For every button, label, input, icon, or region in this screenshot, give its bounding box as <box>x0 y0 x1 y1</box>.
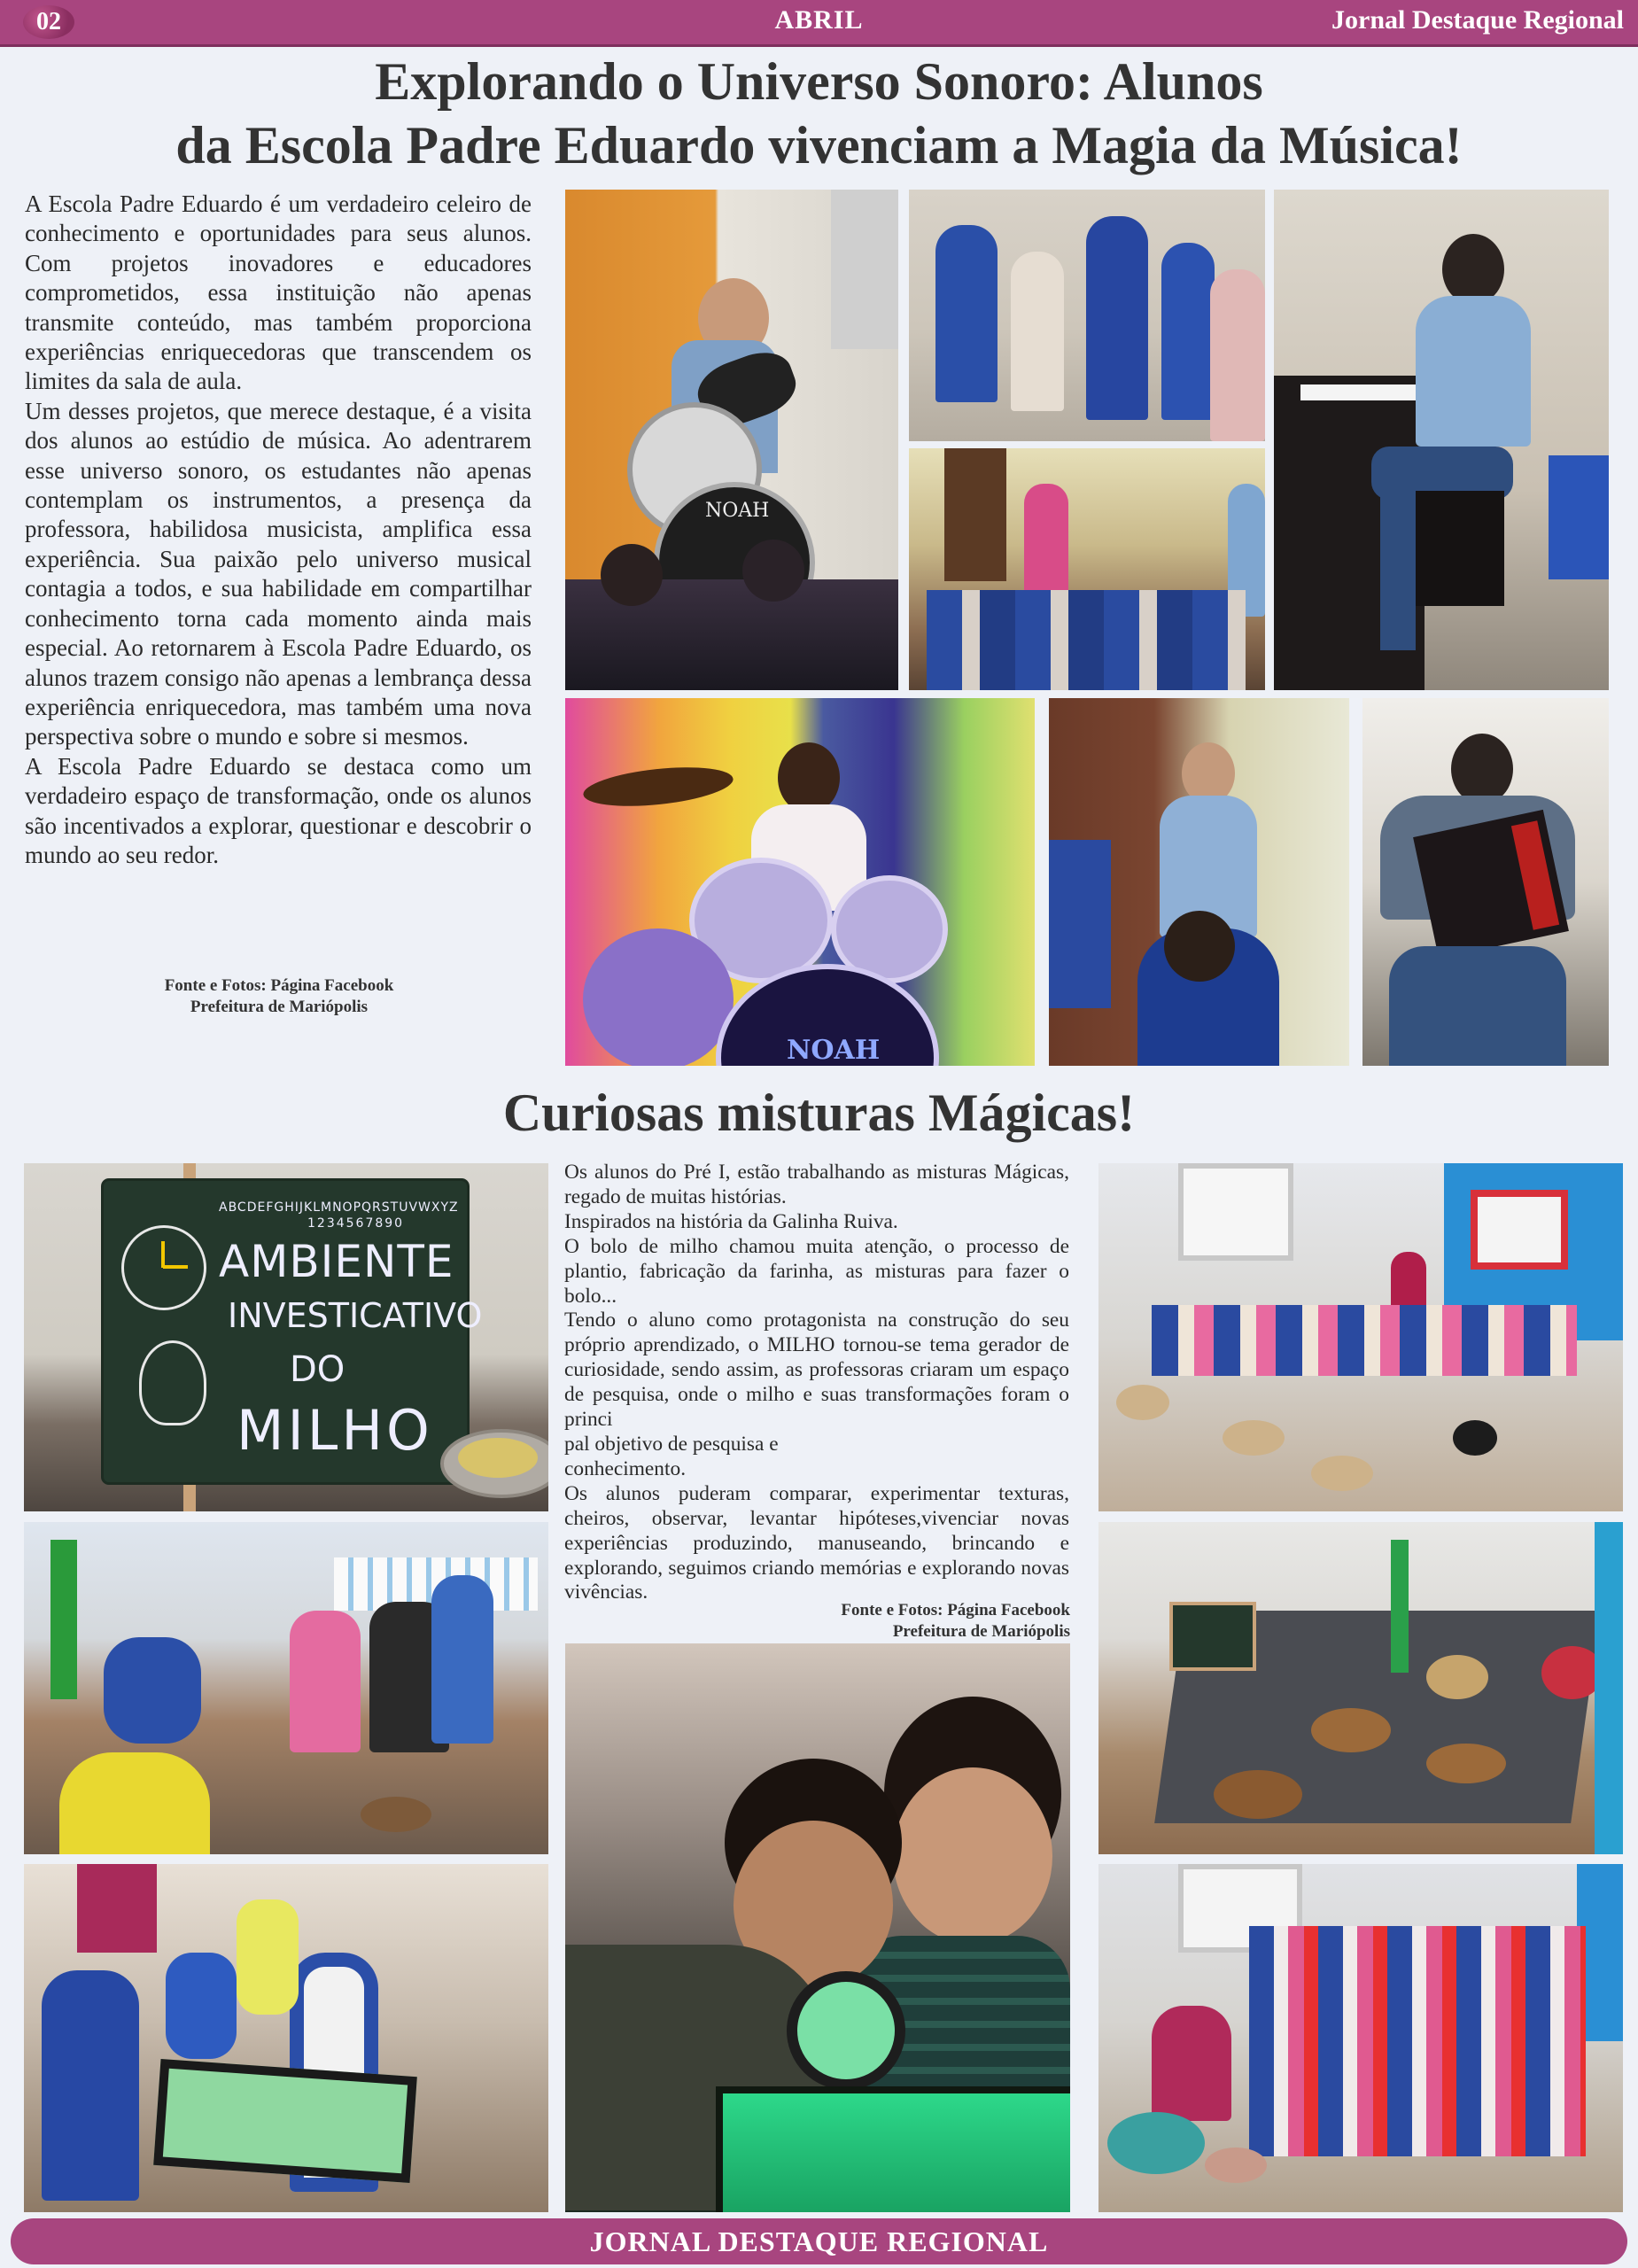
photo-light-table-kids <box>24 1864 548 2212</box>
article2-paragraph: pal objetivo de pesquisa e <box>564 1432 779 1456</box>
photo-drummer <box>565 698 1035 1066</box>
chalk-line-1: AMBIENTE <box>219 1236 454 1287</box>
photo-kids-exploring <box>24 1522 548 1854</box>
credit-org: Prefeitura de Mariópolis <box>892 1622 1070 1641</box>
drum-logo-text-2: NOAH <box>787 1035 881 1066</box>
photo-guitar-lesson <box>565 190 898 690</box>
photo-teacher-with-class <box>909 448 1265 690</box>
article1-body <box>25 190 532 870</box>
chalk-line-3: DO <box>290 1349 345 1390</box>
newspaper-name: Jornal Destaque Regional <box>1331 5 1624 35</box>
photo-group-class <box>1098 1864 1623 2212</box>
photo-magnifying-glass <box>565 1643 1070 2212</box>
article2-paragraph: O bolo de milho chamou muita atenção, o processo de plantio, fabricação da farinha, as misturas para fazer o bolo... <box>564 1234 1069 1308</box>
chalk-line-2: INVESTICATIVO <box>228 1296 483 1335</box>
article1-paragraph: A Escola Padre Eduardo é um verdadeiro celeiro de conhecimento e oportunidades para seus alunos. Com projetos inovadores e educadores comprometidos, essa instituição não apenas transmite conteúdo, mas também proporciona experiências enriquecedoras que transcendem os limites da sala de aula. <box>25 190 532 395</box>
article2-paragraph: Inspirados na história da Galinha Ruiva. <box>564 1209 898 1233</box>
chalk-alphabet: ABCDEFGHIJKLMNOPQRSTUVWXYZ <box>219 1200 459 1215</box>
headline-line-1: Explorando o Universo Sonoro: Alunos <box>375 52 1263 111</box>
article2-body <box>564 1161 1069 1605</box>
article2-paragraph: Os alunos puderam comparar, experimentar texturas, cheiros, observar, levantar hipóteses,vivenciar novas experiências produzindo, manuseando, brincando e explorando, seguimos criando memórias e explorando novas vivências. <box>564 1481 1069 1604</box>
clock-icon <box>121 1225 206 1310</box>
headline-line-2: da Escola Padre Eduardo vivenciam a Magia da Música! <box>175 116 1463 175</box>
article2-paragraph: conhecimento. <box>564 1456 687 1480</box>
article2-paragraph: Os alunos do Pré I, estão trabalhando as misturas Mágicas, regado de muitas histórias. <box>564 1161 1069 1208</box>
photo-piano-player <box>1274 190 1609 690</box>
article1-headline <box>35 50 1603 177</box>
chalk-digits: 1234567890 <box>307 1216 405 1231</box>
photo-children-seated <box>909 190 1265 441</box>
photo-teacher-doorway <box>1049 698 1349 1066</box>
photo-chalkboard <box>24 1163 548 1511</box>
footer-bar <box>11 2218 1627 2264</box>
credit-source: Fonte e Fotos: Página Facebook <box>841 1601 1070 1619</box>
corn-drawing-icon <box>139 1340 206 1425</box>
photo-accordion-player <box>1362 698 1609 1066</box>
issue-month: ABRIL <box>774 5 864 35</box>
article2-credit <box>778 1600 1070 1643</box>
article1-credit <box>133 975 425 1018</box>
mini-chalkboard <box>1169 1602 1256 1671</box>
article2-paragraph: Tendo o aluno como protagonista na construção do seu próprio aprendizado, o MILHO tornou-se tema gerador de curiosidade, sendo assim, as professoras criaram um espaço de pesquisa, onde o milho e suas transformações foram o princi <box>564 1309 1069 1432</box>
article2-title: Curiosas misturas Mágicas! <box>502 1084 1136 1142</box>
article1-paragraph: Um desses projetos, que merece destaque, é a visita dos alunos ao estúdio de música. Ao adentrarem esse universo sonoro, os estudantes não apenas contemplam os instrumentos, a presença da professora, habilidosa musicista, amplifica essa experiência. Sua paixão pelo universo musical contagia a todos, e sua habilidade em compartilhar conhecimento torna cada momento ainda mais especial. Ao retornarem à Escola Padre Eduardo, os alunos trazem consigo não apenas a lembrança dessa experiência enriquecedora, mas também uma nova perspectiva sobre o mundo e sobre si mesmos. <box>25 397 532 750</box>
footer-text: JORNAL DESTAQUE REGIONAL <box>589 2225 1049 2257</box>
article1-paragraph: A Escola Padre Eduardo se destaca como um verdadeiro espaço de transformação, onde os alunos são incentivados a explorar, questionar e descobrir o mundo ao seu redor. <box>25 752 532 868</box>
credit-source: Fonte e Fotos: Página Facebook <box>164 976 394 995</box>
page-number: 02 <box>36 8 61 35</box>
credit-org: Prefeitura de Mariópolis <box>190 998 369 1016</box>
chalk-line-4: MILHO <box>237 1398 433 1463</box>
drum-logo-text: NOAH <box>705 500 770 522</box>
photo-investigative-space <box>1098 1522 1623 1854</box>
magnifier-icon <box>787 1971 905 2090</box>
chalkboard <box>104 1181 483 1482</box>
header-bar <box>0 0 1638 47</box>
photo-classroom-spools <box>1098 1163 1623 1511</box>
